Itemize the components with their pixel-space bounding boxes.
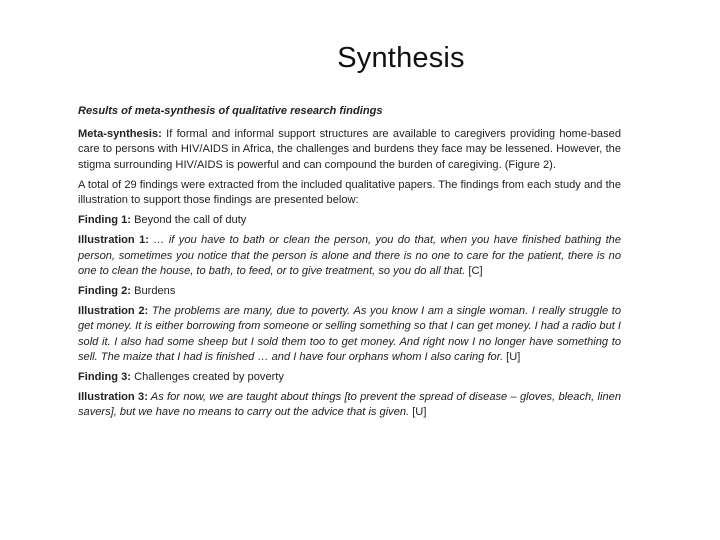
slide-title: Synthesis [337, 42, 465, 74]
illustration-1-text: … if you have to bath or clean the person, you do that, when you have finished bathing the person, sometimes you notice that the person is alone and there is no one to care for the patient, there is no one to clean the house, to bath, to feed, or to give treatment, so you do all that. [78, 234, 621, 277]
illustration-2-label: Illustration 2: [78, 305, 149, 318]
finding-3-label: Finding 3: [78, 371, 131, 384]
illustration-3 [78, 390, 621, 420]
illustration-1 [78, 233, 621, 279]
meta-synthesis-text: If formal and informal support structures are available to caregivers providing home-based care to persons with HIV/AIDS in Africa, the challenges and burdens they face may be lessened. However, the stigma surrounding HIV/AIDS is powerful and can compound the burden of caregiving. (Figure 2). [78, 128, 621, 171]
illustration-3-source: [U] [409, 406, 427, 419]
finding-1-label: Finding 1: [78, 214, 131, 227]
finding-1-text: Beyond the call of duty [131, 214, 247, 227]
finding-3-text: Challenges created by poverty [131, 371, 284, 384]
meta-synthesis-paragraph [78, 127, 621, 173]
document-heading: Results of meta-synthesis of qualitative research findings [78, 105, 383, 117]
finding-1 [78, 213, 621, 228]
document-excerpt [78, 104, 621, 426]
illustration-2 [78, 304, 621, 365]
meta-synthesis-label: Meta-synthesis: [78, 128, 162, 141]
finding-2-text: Burdens [131, 285, 176, 298]
finding-2 [78, 284, 621, 299]
illustration-1-label: Illustration 1: [78, 234, 149, 247]
intro-paragraph: A total of 29 findings were extracted from the included qualitative papers. The findings from each study and the illustration to support those findings are presented below: [78, 178, 621, 207]
illustration-3-text: As for now, we are taught about things [to prevent the spread of disease – gloves, bleach, linen savers], but we have no means to carry out the advice that is given. [78, 391, 621, 419]
finding-2-label: Finding 2: [78, 285, 131, 298]
illustration-2-text: The problems are many, due to poverty. As you know I am a single woman. I really struggle to get money. It is either borrowing from someone or selling something so that I can get money. I had a radio but I sold it. I also had some sheep but I sold them too to get money. And right now I no longer have something to sell. The maize that I had is finished … and I have four orphans whom I also caring for. [78, 305, 622, 363]
illustration-1-source: [C] [465, 264, 483, 277]
illustration-2-source: [U] [503, 350, 521, 363]
finding-3 [78, 370, 621, 385]
illustration-3-label: Illustration 3: [78, 391, 148, 404]
